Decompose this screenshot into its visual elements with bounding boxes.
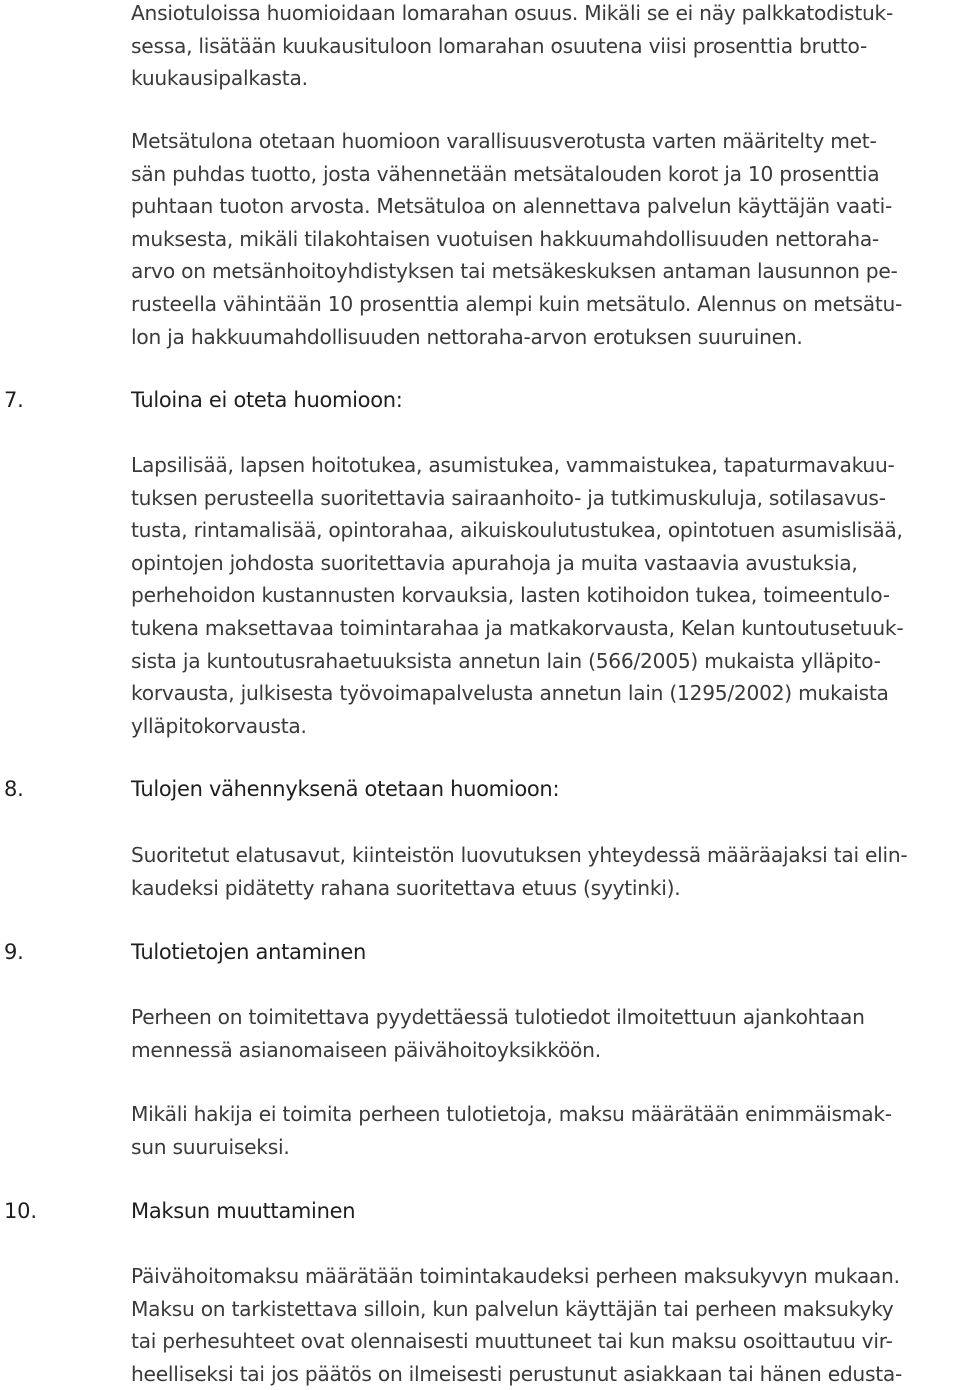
section-body <box>131 1260 957 1390</box>
text-line: puhtaan tuoton arvosta. Metsätuloa on alennettava palvelun käyttäjän vaati- <box>131 194 892 219</box>
section-heading: Tuloina ei oteta huomioon: <box>131 388 403 412</box>
text-line: Maksu on tarkistettava silloin, kun palvelun käyttäjän tai perheen maksukyky <box>131 1296 894 1321</box>
text-line: tukena maksettavaa toimintarahaa ja matkakorvausta, Kelan kuntoutusetuuk- <box>131 615 904 640</box>
text-line: Perheen on toimitettava pyydettäessä tulotiedot ilmoitettuun ajankohtaan <box>131 1005 865 1029</box>
text-line: sän puhdas tuotto, josta vähennetään metsätalouden korot ja 10 prosenttia <box>131 161 880 186</box>
text-line: kaudeksi pidätetty rahana suoritettava etuus (syytinki). <box>131 875 681 900</box>
text-line: Ansiotuloissa huomioidaan lomarahan osuus. Mikäli se ei näy palkkatodistuk- <box>131 1 894 25</box>
paragraph-holiday-pay <box>131 0 957 95</box>
text-line: Lapsilisää, lapsen hoitotukea, asumistukea, vammaistukea, tapaturmavakuu- <box>131 453 895 477</box>
section-body <box>131 839 957 904</box>
section-body <box>131 1001 957 1066</box>
text-line: sessa, lisätään kuukausituloon lomarahan osuutena viisi prosenttia brutto- <box>131 33 868 58</box>
text-line: kuukausipalkasta. <box>131 66 308 91</box>
text-line: Päivähoitomaksu määrätään toimintakaudeksi perheen maksukyvyn mukaan. <box>131 1264 900 1288</box>
section-body <box>131 449 957 742</box>
text-line: opintojen johdosta suoritettavia apurahoja ja muita vastaavia avustuksia, <box>131 550 858 575</box>
section-heading: Tulotietojen antaminen <box>131 940 366 964</box>
text-line: perhehoidon kustannusten korvauksia, lasten kotihoidon tukea, toimeentulo- <box>131 583 890 608</box>
section-number: 8. <box>4 777 24 801</box>
text-line: mennessä asianomaiseen päivähoitoyksikköön. <box>131 1037 601 1062</box>
section-number: 9. <box>4 940 24 964</box>
text-line: tuksen perusteella suoritettavia sairaanhoito- ja tutkimuskuluja, sotilasavus- <box>131 485 886 510</box>
section-body <box>131 1098 957 1163</box>
text-line: Suoritetut elatusavut, kiinteistön luovutuksen yhteydessä määräajaksi tai elin- <box>131 843 908 867</box>
text-line: arvo on metsänhoitoyhdistyksen tai metsäkeskuksen antaman lausunnon pe- <box>131 259 898 284</box>
text-line: sun suuruiseksi. <box>131 1134 290 1159</box>
text-line: lon ja hakkuumahdollisuuden nettoraha-arvon erotuksen suuruinen. <box>131 324 803 349</box>
paragraph-forest-income <box>131 125 957 353</box>
section-number: 10. <box>4 1199 37 1223</box>
text-line: heelliseksi tai jos päätös on ilmeisesti perustunut asiakkaan tai hänen edusta- <box>131 1361 903 1386</box>
text-line: tusta, rintamalisää, opintorahaa, aikuiskoulutustukea, opintotuen asumislisää, <box>131 518 903 543</box>
text-line: korvausta, julkisesta työvoimapalvelusta annetun lain (1295/2002) mukaista <box>131 681 889 706</box>
text-line: sista ja kuntoutusrahaetuuksista annetun lain (566/2005) mukaista ylläpito- <box>131 648 881 673</box>
text-line: ylläpitokorvausta. <box>131 713 307 738</box>
section-heading: Maksun muuttaminen <box>131 1199 356 1223</box>
text-line: Metsätulona otetaan huomioon varallisuusverotusta varten määritelty met- <box>131 129 877 153</box>
text-line: Mikäli hakija ei toimita perheen tulotietoja, maksu määrätään enimmäismak- <box>131 1102 892 1126</box>
text-line: tai perhesuhteet ovat olennaisesti muuttuneet tai kun maksu osoittautuu vir- <box>131 1329 893 1354</box>
text-line: muksesta, mikäli tilakohtaisen vuotuisen hakkuumahdollisuuden nettoraha- <box>131 226 879 251</box>
section-number: 7. <box>4 388 24 412</box>
text-line: rusteella vähintään 10 prosenttia alempi kuin metsätulo. Alennus on metsätu- <box>131 291 903 316</box>
section-heading: Tulojen vähennyksenä otetaan huomioon: <box>131 777 560 801</box>
